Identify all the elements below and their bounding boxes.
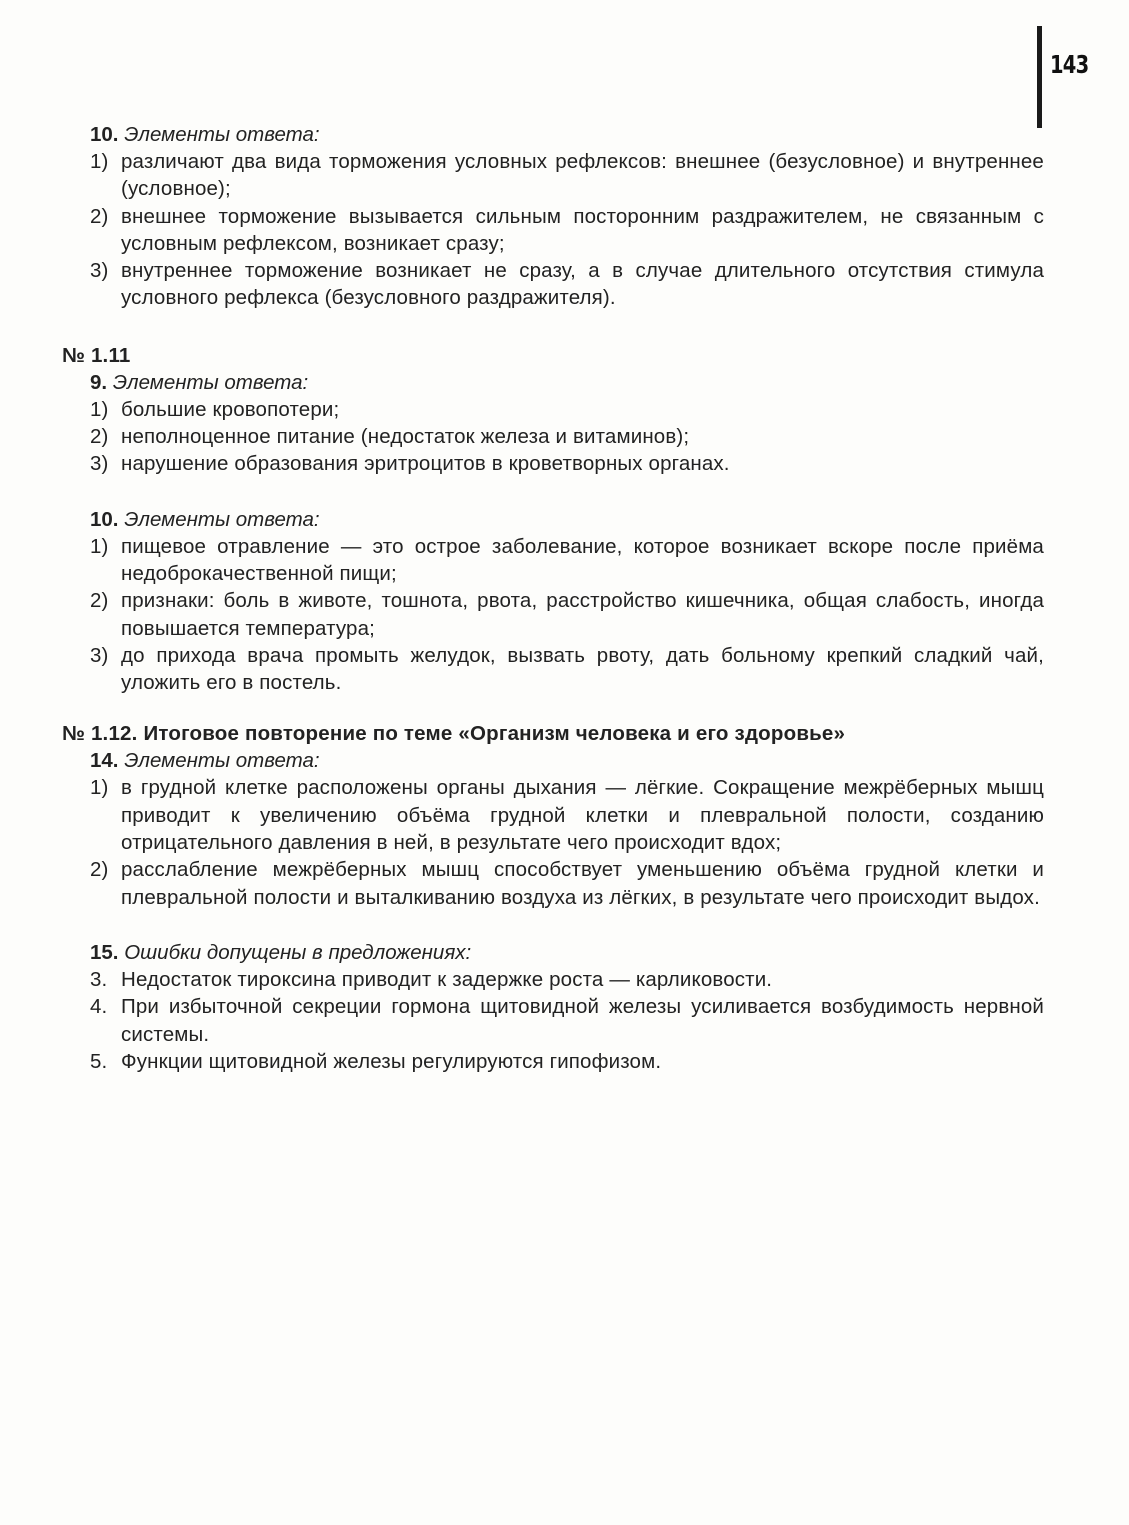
task-heading xyxy=(90,747,1044,774)
list-item xyxy=(90,993,1044,1048)
list-item xyxy=(90,966,1044,993)
item-marker: 2) xyxy=(90,425,109,449)
list-item xyxy=(90,450,1044,477)
task-number: 14. xyxy=(90,749,119,773)
item-text: Недостаток тироксина приводит к задержке роста — карликовости. xyxy=(121,967,773,991)
answer-list xyxy=(90,774,1044,910)
answer-list xyxy=(90,396,1044,478)
item-marker: 2) xyxy=(90,858,109,882)
list-item xyxy=(90,774,1044,856)
item-text: пищевое отравление — это острое заболевание, которое возникает вскоре после приёма недоброкачественной пищи; xyxy=(121,534,1044,585)
item-text: расслабление межрёберных мышц способствует уменьшению объёма грудной клетки и плевральной полости и выталкиванию воздуха из лёгких, в результате чего происходит выдох. xyxy=(121,858,1044,909)
answer-list xyxy=(90,966,1044,1075)
section-heading: № 1.12. Итоговое повторение по теме «Организм человека и его здоровье» xyxy=(62,722,846,746)
answer-block xyxy=(90,506,1044,697)
list-item xyxy=(90,1048,1044,1075)
answer-list xyxy=(90,148,1044,312)
item-marker: 1) xyxy=(90,397,109,421)
item-text: внутреннее торможение возникает не сразу, а в случае длительного отсутствия стимула условного рефлекса (безусловного раздражителя). xyxy=(121,259,1044,310)
task-heading xyxy=(90,121,1044,148)
item-marker: 3. xyxy=(90,967,108,991)
list-item xyxy=(90,203,1044,258)
task-number: 10. xyxy=(90,123,119,146)
list-item xyxy=(90,856,1044,911)
list-item xyxy=(90,533,1044,588)
item-text: до прихода врача промыть желудок, вызвать рвоту, дать больному крепкий сладкий чай, уложить его в постель. xyxy=(121,643,1044,695)
task-number: 15. xyxy=(90,940,119,964)
task-heading xyxy=(90,506,1044,533)
task-heading xyxy=(90,939,1044,966)
item-text: различают два вида торможения условных рефлексов: внешнее (безусловное) и внутреннее (условное); xyxy=(121,150,1044,201)
item-text: в грудной клетке расположены органы дыхания — лёгкие. Сокращение межрёберных мышц приводит к увеличению объёма грудной клетки и плевральной полости, созданию отрицательного давления в ней, в результате чего происходит вдох; xyxy=(121,776,1044,855)
page-number: 143 xyxy=(1050,50,1089,79)
item-text: большие кровопотери; xyxy=(121,397,340,421)
task-label: Элементы ответа: xyxy=(124,507,320,531)
answer-block xyxy=(90,939,1044,1075)
page-number-rule xyxy=(1037,26,1042,128)
item-text: При избыточной секреции гормона щитовидной железы усиливается возбудимость нервной системы. xyxy=(121,995,1044,1046)
task-heading xyxy=(90,369,1044,396)
task-label: Элементы ответа: xyxy=(112,370,309,394)
item-marker: 5. xyxy=(90,1049,108,1073)
item-marker: 2) xyxy=(90,589,109,613)
task-number: 10. xyxy=(90,507,119,531)
answer-block xyxy=(90,747,1044,910)
task-number: 9. xyxy=(90,370,108,394)
item-text: признаки: боль в животе, тошнота, рвота, расстройство кишечника, общая слабость, иногда повышается температура; xyxy=(121,589,1044,640)
list-item xyxy=(90,642,1044,697)
item-marker: 3) xyxy=(90,452,109,476)
answer-block xyxy=(90,121,1044,312)
item-text: внешнее торможение вызывается сильным посторонним раздражителем, не связанным с условным рефлексом, возникает сразу; xyxy=(121,204,1044,255)
item-marker: 3) xyxy=(90,643,109,667)
list-item xyxy=(90,396,1044,423)
item-marker: 3) xyxy=(90,259,109,283)
item-text: нарушение образования эритроцитов в кроветворных органах. xyxy=(121,452,730,476)
task-label: Ошибки допущены в предложениях: xyxy=(124,940,472,964)
list-item xyxy=(90,587,1044,642)
answer-block xyxy=(90,369,1044,478)
item-marker: 2) xyxy=(90,204,109,228)
page-content xyxy=(62,121,1044,1075)
item-marker: 4. xyxy=(90,995,108,1019)
task-label: Элементы ответа: xyxy=(124,749,320,773)
list-item xyxy=(90,148,1044,203)
item-marker: 1) xyxy=(90,150,109,173)
answer-list xyxy=(90,533,1044,697)
list-item xyxy=(90,423,1044,450)
item-marker: 1) xyxy=(90,776,109,800)
item-text: Функции щитовидной железы регулируются гипофизом. xyxy=(121,1049,662,1073)
task-label: Элементы ответа: xyxy=(124,123,320,146)
item-text: неполноценное питание (недостаток железа и витаминов); xyxy=(121,425,690,449)
item-marker: 1) xyxy=(90,534,109,558)
section-heading: № 1.11 xyxy=(62,343,131,367)
list-item xyxy=(90,257,1044,312)
